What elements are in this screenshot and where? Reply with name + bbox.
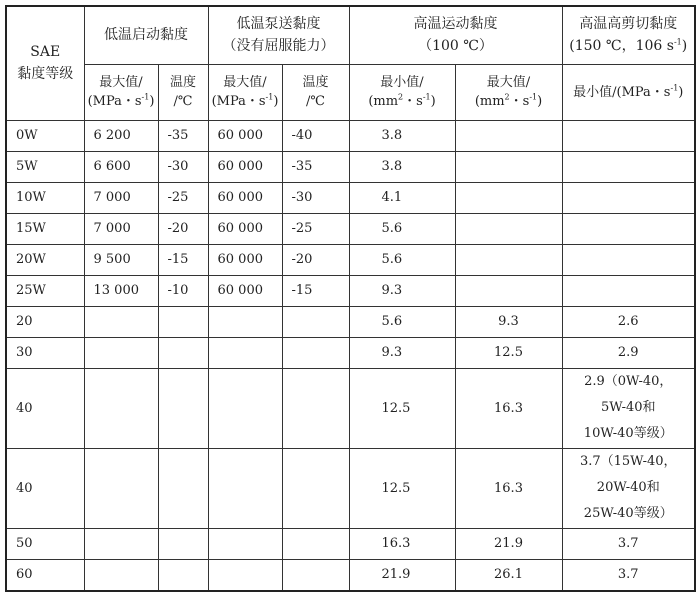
cell-grade: 10W: [6, 182, 84, 213]
cell-pump-max: [208, 306, 282, 337]
cell-crank-max: [84, 528, 158, 559]
cell-pump-max: 60 000: [208, 182, 282, 213]
header-cold-cranking: 低温启动黏度: [84, 6, 208, 64]
cell-crank-max: 9 500: [84, 244, 158, 275]
cell-pump-temp: -30: [282, 182, 349, 213]
cell-crank-temp: [158, 337, 208, 368]
cell-kin-min: 5.6: [349, 213, 455, 244]
table-row: [6, 306, 695, 337]
subheader-crank-temp: 温度 /℃: [158, 64, 208, 120]
cell-pump-max: [208, 368, 282, 448]
cell-crank-max: [84, 559, 158, 591]
sae-viscosity-table: [5, 5, 696, 592]
cell-crank-max: [84, 337, 158, 368]
cell-kin-max: 9.3: [455, 306, 562, 337]
cell-crank-max: [84, 448, 158, 528]
cell-crank-max: 6 200: [84, 120, 158, 151]
cell-pump-max: 60 000: [208, 120, 282, 151]
table-row: [6, 559, 695, 591]
table-row: [6, 151, 695, 182]
cell-crank-temp: [158, 528, 208, 559]
table-row: [6, 528, 695, 559]
cell-pump-temp: -35: [282, 151, 349, 182]
cell-crank-max: 7 000: [84, 182, 158, 213]
cell-kin-min: 9.3: [349, 275, 455, 306]
subheader-hths-min: 最小值/(MPa・$s^{-1}$): [562, 64, 695, 120]
cell-pump-temp: [282, 559, 349, 591]
cell-pump-max: [208, 528, 282, 559]
cell-grade: 0W: [6, 120, 84, 151]
table-row: [6, 275, 695, 306]
cell-kin-min: 3.8: [349, 151, 455, 182]
subheader-kin-min: 最小值/ ($mm^2$・$s^{-1}$): [349, 64, 455, 120]
cell-pump-temp: [282, 368, 349, 448]
cell-kin-max: 26.1: [455, 559, 562, 591]
cell-hths-min: [562, 151, 695, 182]
table-row: [6, 448, 695, 528]
cell-pump-temp: [282, 448, 349, 528]
cell-hths-min: 2.6: [562, 306, 695, 337]
cell-crank-temp: -30: [158, 151, 208, 182]
subheader-crank-max: 最大值/ (MPa・$s^{-1}$): [84, 64, 158, 120]
cell-grade: 30: [6, 337, 84, 368]
cell-kin-max: [455, 213, 562, 244]
cell-crank-temp: -35: [158, 120, 208, 151]
cell-crank-temp: [158, 559, 208, 591]
cell-kin-max: 21.9: [455, 528, 562, 559]
header-pumping: 低温泵送黏度 （没有屈服能力）: [208, 6, 349, 64]
cell-pump-temp: -20: [282, 244, 349, 275]
cell-crank-max: [84, 306, 158, 337]
cell-pump-max: 60 000: [208, 213, 282, 244]
cell-kin-min: 12.5: [349, 448, 455, 528]
cell-hths-min: [562, 275, 695, 306]
cell-hths-min: [562, 120, 695, 151]
cell-kin-max: 16.3: [455, 368, 562, 448]
cell-pump-temp: [282, 337, 349, 368]
cell-crank-temp: -10: [158, 275, 208, 306]
cell-grade: 60: [6, 559, 84, 591]
cell-kin-min: 3.8: [349, 120, 455, 151]
cell-kin-min: 4.1: [349, 182, 455, 213]
table-row: [6, 337, 695, 368]
cell-pump-temp: -25: [282, 213, 349, 244]
table-row: [6, 182, 695, 213]
cell-grade: 15W: [6, 213, 84, 244]
table-body: [6, 120, 695, 591]
cell-hths-min: 2.9（0W-40， 5W-40和 10W-40等级）: [562, 368, 695, 448]
header-sae-grade: SAE 黏度等级: [6, 6, 84, 120]
cell-pump-temp: -15: [282, 275, 349, 306]
cell-hths-min: [562, 182, 695, 213]
cell-pump-max: [208, 448, 282, 528]
cell-pump-max: 60 000: [208, 275, 282, 306]
cell-kin-max: [455, 151, 562, 182]
cell-grade: 50: [6, 528, 84, 559]
cell-crank-temp: -20: [158, 213, 208, 244]
cell-crank-max: [84, 368, 158, 448]
cell-hths-min: 3.7（15W-40， 20W-40和 25W-40等级）: [562, 448, 695, 528]
cell-kin-max: 12.5: [455, 337, 562, 368]
subheader-kin-max: 最大值/ ($mm^2$・$s^{-1}$): [455, 64, 562, 120]
cell-crank-temp: [158, 306, 208, 337]
cell-hths-min: 3.7: [562, 559, 695, 591]
cell-hths-min: [562, 244, 695, 275]
table-row: [6, 368, 695, 448]
cell-kin-min: 9.3: [349, 337, 455, 368]
cell-crank-temp: [158, 448, 208, 528]
cell-kin-min: 5.6: [349, 306, 455, 337]
cell-crank-temp: -25: [158, 182, 208, 213]
cell-crank-temp: -15: [158, 244, 208, 275]
cell-grade: 20: [6, 306, 84, 337]
cell-crank-temp: [158, 368, 208, 448]
cell-kin-max: [455, 182, 562, 213]
header-kinematic: 高温运动黏度 （100 ℃）: [349, 6, 562, 64]
table-row: [6, 213, 695, 244]
subheader-pump-temp: 温度 /℃: [282, 64, 349, 120]
cell-kin-max: 16.3: [455, 448, 562, 528]
cell-pump-max: [208, 559, 282, 591]
cell-kin-max: [455, 244, 562, 275]
cell-kin-max: [455, 120, 562, 151]
cell-hths-min: [562, 213, 695, 244]
cell-pump-max: 60 000: [208, 244, 282, 275]
header-hths: 高温高剪切黏度 (150 ℃，106 $s^{-1}$): [562, 6, 695, 64]
cell-kin-min: 12.5: [349, 368, 455, 448]
cell-crank-max: 13 000: [84, 275, 158, 306]
cell-grade: 40: [6, 448, 84, 528]
subheader-pump-max: 最大值/ (MPa・$s^{-1}$): [208, 64, 282, 120]
table-row: [6, 120, 695, 151]
cell-kin-min: 21.9: [349, 559, 455, 591]
cell-pump-temp: -40: [282, 120, 349, 151]
cell-grade: 5W: [6, 151, 84, 182]
cell-grade: 25W: [6, 275, 84, 306]
cell-hths-min: 2.9: [562, 337, 695, 368]
table-row: [6, 244, 695, 275]
cell-kin-max: [455, 275, 562, 306]
cell-pump-temp: [282, 528, 349, 559]
cell-pump-temp: [282, 306, 349, 337]
cell-kin-min: 16.3: [349, 528, 455, 559]
cell-grade: 40: [6, 368, 84, 448]
cell-crank-max: 7 000: [84, 213, 158, 244]
cell-pump-max: [208, 337, 282, 368]
cell-pump-max: 60 000: [208, 151, 282, 182]
cell-crank-max: 6 600: [84, 151, 158, 182]
cell-kin-min: 5.6: [349, 244, 455, 275]
cell-hths-min: 3.7: [562, 528, 695, 559]
cell-grade: 20W: [6, 244, 84, 275]
